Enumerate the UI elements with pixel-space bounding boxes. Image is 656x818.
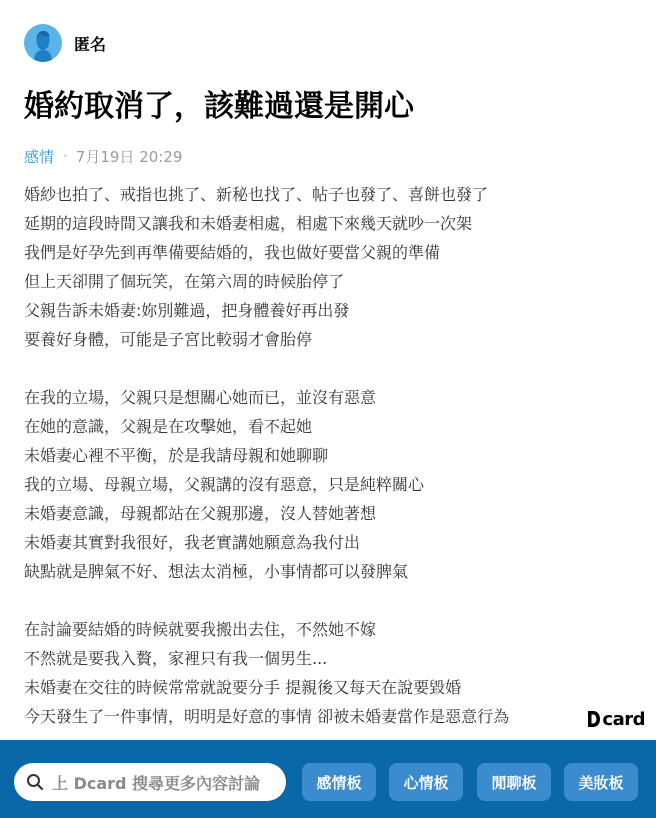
dcard-d-logo-icon — [587, 710, 601, 728]
content-line: 父親告訴未婚妻:妳別難過，把身體養好再出發 — [24, 301, 350, 320]
post-content — [24, 180, 636, 731]
dcard-search-box[interactable] — [14, 763, 286, 801]
paragraph-gap — [24, 586, 636, 615]
content-line: 要養好身體，可能是子宮比較弱才會胎停 — [24, 330, 313, 349]
avatar[interactable] — [24, 24, 62, 62]
search-icon — [26, 773, 44, 791]
content-line: 缺點就是脾氣不好、想法太消極，小事情都可以發脾氣 — [24, 562, 409, 581]
content-line: 未婚妻意識，母親都站在父親那邊，沒人替她著想 — [24, 504, 377, 523]
dcard-logo-text: card — [602, 708, 645, 730]
category-button-relationship[interactable]: 感情板 — [302, 763, 376, 801]
content-line: 在討論要結婚的時候就要我搬出去住，不然她不嫁 — [24, 620, 377, 639]
author-row[interactable] — [24, 24, 106, 62]
anonymous-avatar-icon — [24, 24, 62, 62]
category-button-makeup[interactable]: 美妝板 — [564, 763, 638, 801]
content-line: 我的立場、母親立場，父親講的沒有惡意，只是純粹關心 — [24, 475, 425, 494]
meta-separator: · — [63, 147, 68, 165]
category-button-mood[interactable]: 心情板 — [389, 763, 463, 801]
content-line: 不然就是要我入贅，家裡只有我一個男生... — [24, 649, 328, 668]
bottom-promo-bar — [0, 740, 656, 818]
content-line: 在她的意識，父親是在攻擊她，看不起她 — [24, 417, 313, 436]
dcard-logo — [587, 708, 645, 730]
content-line: 婚紗也拍了、戒指也挑了、新秘也找了、帖子也發了、喜餅也發了 — [24, 185, 489, 204]
paragraph-gap — [24, 354, 636, 383]
search-placeholder: 上 Dcard 搜尋更多內容討論 — [52, 773, 261, 793]
post-meta — [24, 144, 182, 168]
content-line: 延期的這段時間又讓我和未婚妻相處，相處下來幾天就吵一次架 — [24, 214, 473, 233]
content-line: 在我的立場，父親只是想關心她而已，並沒有惡意 — [24, 388, 377, 407]
forum-link[interactable]: 感情 — [24, 147, 55, 166]
content-line: 今天發生了一件事情，明明是好意的事情 卻被未婚妻當作是惡意行為 — [24, 707, 510, 726]
content-line: 未婚妻其實對我很好，我老實講她願意為我付出 — [24, 533, 361, 552]
content-line: 但上天卻開了個玩笑，在第六周的時候胎停了 — [24, 272, 345, 291]
category-button-talk[interactable]: 閒聊板 — [477, 763, 551, 801]
content-line: 未婚妻心裡不平衡，於是我請母親和她聊聊 — [24, 446, 329, 465]
content-line: 未婚妻在交往的時候常常就說要分手 提親後又每天在說要毀婚 — [24, 678, 462, 697]
post-title: 婚約取消了，該難過還是開心 — [24, 89, 414, 124]
author-name: 匿名 — [74, 34, 107, 54]
content-line: 我們是好孕先到再準備要結婚的，我也做好要當父親的準備 — [24, 243, 441, 262]
post-timestamp: 7月19日 20:29 — [75, 147, 183, 166]
